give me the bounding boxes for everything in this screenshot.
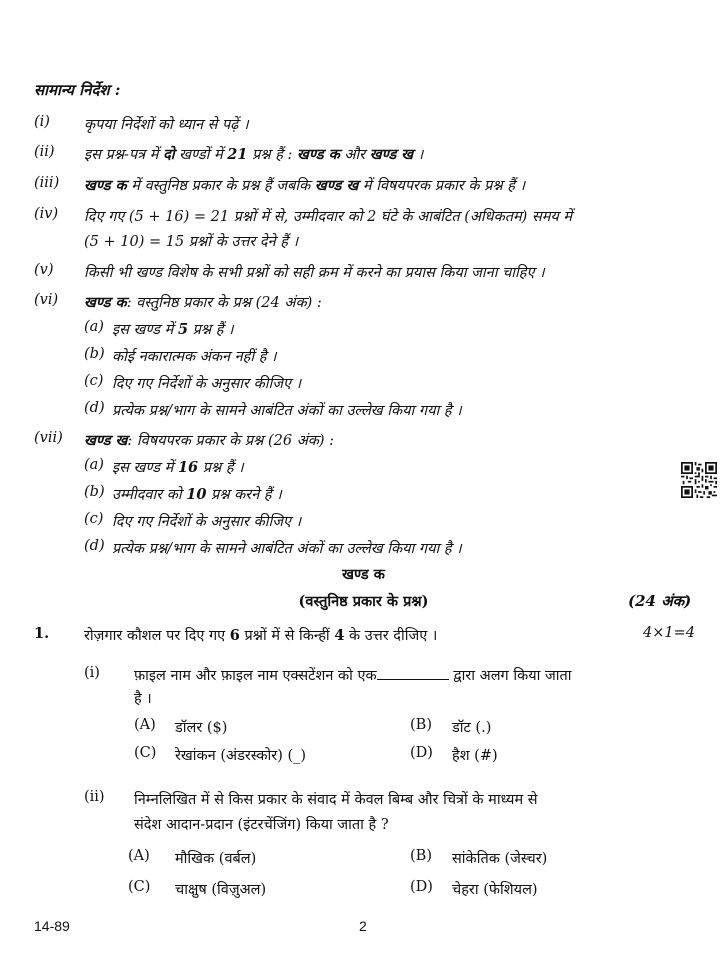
option-key: (C) xyxy=(128,879,151,895)
sub-instruction-text: इस खण्ड में 16 प्रश्न हैं । xyxy=(112,459,244,476)
sub-instruction-text: दिए गए निर्देशों के अनुसार कीजिए । xyxy=(112,514,302,530)
answer-blank xyxy=(377,665,449,680)
general-instructions-heading: सामान्य निर्देश : xyxy=(34,81,121,99)
instruction-number: (v) xyxy=(34,262,54,278)
section-subtitle: (वस्तुनिष्ठ प्रकार के प्रश्न) xyxy=(298,593,429,610)
instruction-text: किसी भी खण्ड विशेष के सभी प्रश्नों को सही क्रम में करने का प्रयास किया जाना चाहिए । xyxy=(84,265,545,281)
sub-instruction-text: उम्मीदवार को 10 प्रश्न करने हैं । xyxy=(112,486,282,503)
option-text: रेखांकन (अंडरस्कोर) (_) xyxy=(175,748,307,764)
sub-instruction-text: प्रत्येक प्रश्न/भाग के सामने आबंटित अंकों का उल्लेख किया गया है । xyxy=(112,403,462,419)
qr-code-icon xyxy=(681,462,717,498)
instruction-text: खण्ड क: वस्तुनिष्ठ प्रकार के प्रश्न (24 अंक) : xyxy=(84,294,322,311)
instruction-text-line2: (5 + 10) = 15 प्रश्नों के उत्तर देने हैं । xyxy=(84,234,299,250)
option-key: (D) xyxy=(410,879,433,895)
section-title: खण्ड क xyxy=(342,566,385,583)
instruction-number: (iv) xyxy=(34,206,59,222)
option-text: चेहरा (फेशियल) xyxy=(452,882,538,898)
option-key: (D) xyxy=(410,745,433,761)
sub-instruction-text: दिए गए निर्देशों के अनुसार कीजिए । xyxy=(112,376,302,392)
option-key: (B) xyxy=(410,717,432,733)
option-text: डॉट (.) xyxy=(452,720,492,736)
sub-instruction-label: (b) xyxy=(84,484,105,500)
option-text: मौखिक (वर्बल) xyxy=(175,851,257,867)
option-key: (A) xyxy=(134,717,156,733)
sub-instruction-text: प्रत्येक प्रश्न/भाग के सामने आबंटित अंकों का उल्लेख किया गया है । xyxy=(112,541,462,557)
option-key: (C) xyxy=(134,745,157,761)
instruction-number: (vii) xyxy=(34,430,63,446)
question-text: रोज़गार कौशल पर दिए गए 6 प्रश्नों में से किन्हीं 4 के उत्तर दीजिए । xyxy=(84,627,438,644)
part-text-line2: है । xyxy=(134,691,152,707)
sub-instruction-label: (d) xyxy=(84,538,105,554)
sub-instruction-label: (c) xyxy=(84,373,104,389)
option-text: डॉलर ($) xyxy=(175,720,228,736)
instruction-text-line1: दिए गए (5 + 16) = 21 प्रश्नों में से, उम्मीदवार को 2 घंटे के आबंटित (अधिकतम) समय में xyxy=(84,209,573,225)
section-marks: (24 अंक) xyxy=(628,592,692,610)
sub-instruction-label: (c) xyxy=(84,511,104,527)
instruction-number: (ii) xyxy=(34,144,55,160)
instruction-text: खण्ड क में वस्तुनिष्ठ प्रकार के प्रश्न हैं जबकि खण्ड ख में विषयपरक प्रकार के प्रश्न हैं । xyxy=(84,177,526,194)
part-text-line1: फ़ाइल नाम और फ़ाइल नाम एक्सटेंशन को एक द्वारा अलग किया जाता xyxy=(134,665,572,685)
part-label: (ii) xyxy=(84,789,105,805)
sub-instruction-text: इस खण्ड में 5 प्रश्न हैं । xyxy=(112,321,234,338)
instruction-text: खण्ड ख: विषयपरक प्रकार के प्रश्न (26 अंक) : xyxy=(84,432,335,449)
sub-instruction-label: (a) xyxy=(84,457,104,473)
paper-code: 14-89 xyxy=(34,918,70,934)
part-label: (i) xyxy=(84,665,100,681)
instruction-number: (i) xyxy=(34,114,50,130)
part-text-line2: संदेश आदान-प्रदान (इंटरचेंजिंग) किया जाता है ? xyxy=(134,817,389,833)
instruction-text: कृपया निर्देशों को ध्यान से पढ़ें । xyxy=(84,117,249,133)
sub-instruction-label: (b) xyxy=(84,346,105,362)
sub-instruction-label: (d) xyxy=(84,400,105,416)
page-number: 2 xyxy=(359,918,367,934)
part-text-line1: निम्नलिखित में से किस प्रकार के संवाद में केवल बिम्ब और चित्रों के माध्यम से xyxy=(134,792,538,808)
option-text: सांकेतिक (जेस्चर) xyxy=(452,851,548,867)
question-marks: 4×1=4 xyxy=(643,625,695,641)
instruction-number: (iii) xyxy=(34,175,60,191)
option-text: हैश (#) xyxy=(452,748,498,764)
instruction-number: (vi) xyxy=(34,292,59,308)
question-number: 1. xyxy=(34,625,50,642)
sub-instruction-text: कोई नकारात्मक अंकन नहीं है । xyxy=(112,349,277,365)
option-text: चाक्षुष (विज़ुअल) xyxy=(175,882,267,898)
option-key: (A) xyxy=(128,848,150,864)
option-key: (B) xyxy=(410,848,432,864)
instruction-text: इस प्रश्न-पत्र में दो खण्डों में 21 प्रश्न हैं : खण्ड क और खण्ड ख । xyxy=(84,146,424,163)
sub-instruction-label: (a) xyxy=(84,319,104,335)
